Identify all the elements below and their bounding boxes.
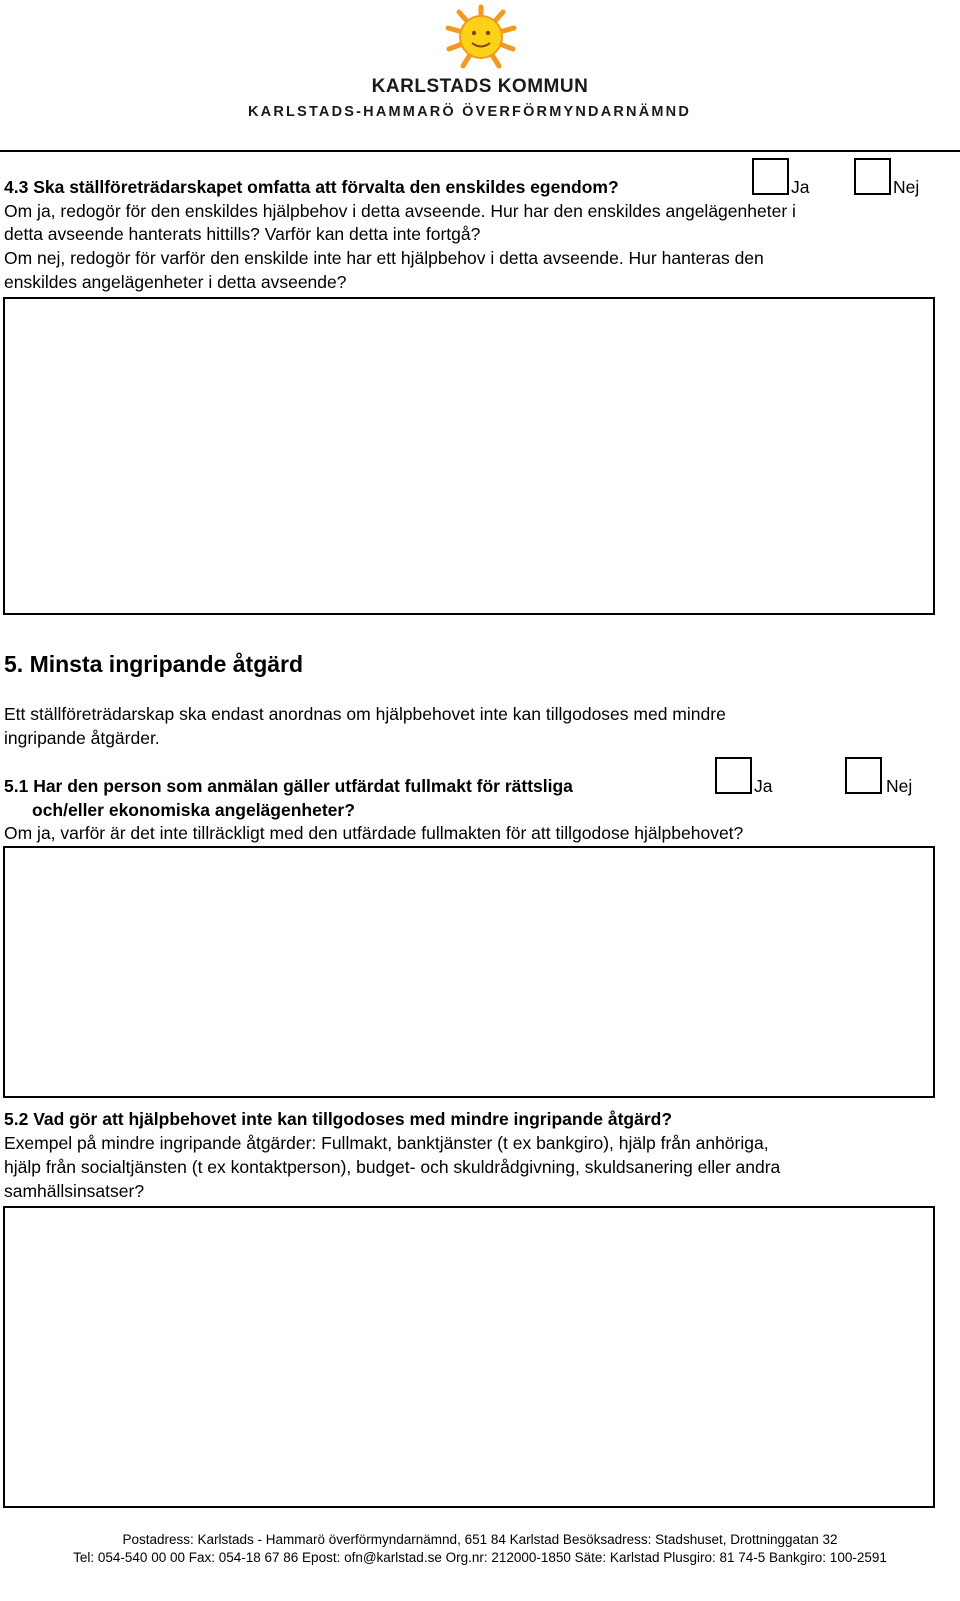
section5-heading: 5. Minsta ingripande åtgärd: [4, 651, 304, 677]
q43-nej-label: Nej: [893, 177, 920, 197]
q43-line4: enskildes angelägenheter i detta avseende?: [4, 272, 347, 292]
q52-answer-box[interactable]: [3, 1206, 935, 1508]
q52-line3: samhällsinsatser?: [4, 1181, 145, 1201]
q51-heading-line2: och/eller ekonomiska angelägenheter?: [32, 800, 355, 820]
section5-intro-line1: Ett ställföreträdarskap ska endast anordnas om hjälpbehovet inte kan tillgodoses med mindre: [4, 704, 726, 724]
footer-address: Postadress: Karlstads - Hammarö överförmyndarnämnd, 651 84 Karlstad Besöksadress: Stadshuset, Drottninggatan 32: [122, 1532, 838, 1547]
q43-ja-checkbox[interactable]: [752, 158, 789, 195]
q51-heading-line1: 5.1 Har den person som anmälan gäller utfärdat fullmakt för rättsliga: [4, 776, 573, 796]
q51-nej-label: Nej: [886, 776, 913, 796]
q51-answer-box[interactable]: [3, 846, 935, 1098]
org-subtitle: KARLSTADS-HAMMARÖ ÖVERFÖRMYNDARNÄMND: [248, 104, 692, 120]
q43-line3: Om nej, redogör för varför den enskilde inte har ett hjälpbehov i detta avseende. Hur hanteras den: [4, 248, 764, 268]
q43-ja-label: Ja: [791, 177, 810, 197]
org-name: KARLSTADS KOMMUN: [371, 76, 589, 97]
q43-nej-checkbox[interactable]: [854, 158, 891, 195]
sun-logo-icon: [441, 4, 521, 70]
q51-ja-checkbox[interactable]: [715, 757, 752, 794]
q51-line1: Om ja, varför är det inte tillräckligt med den utfärdade fullmakten för att tillgodose hjälpbehovet?: [4, 823, 744, 843]
q52-line2: hjälp från socialtjänsten (t ex kontaktperson), budget- och skuldrådgivning, skuldsanering eller andra: [4, 1157, 781, 1177]
q43-answer-box[interactable]: [3, 297, 935, 615]
q51-ja-label: Ja: [754, 776, 773, 796]
q51-nej-checkbox[interactable]: [845, 757, 882, 794]
q43-line1: Om ja, redogör för den enskildes hjälpbehov i detta avseende. Hur har den enskildes angelägenheter i: [4, 201, 796, 221]
q52-line1: Exempel på mindre ingripande åtgärder: Fullmakt, banktjänster (t ex bankgiro), hjälp från anhöriga,: [4, 1133, 769, 1153]
section5-intro-line2: ingripande åtgärder.: [4, 728, 160, 748]
q43-line2: detta avseende hanterats hittills? Varför kan detta inte fortgå?: [4, 224, 481, 244]
q43-heading: 4.3 Ska ställföreträdarskapet omfatta att förvalta den enskildes egendom?: [4, 177, 619, 197]
q52-heading: 5.2 Vad gör att hjälpbehovet inte kan tillgodoses med mindre ingripande åtgärd?: [4, 1109, 673, 1129]
footer-contact: Tel: 054-540 00 00 Fax: 054-18 67 86 Epost: ofn@karlstad.se Org.nr: 212000-1850 Säte: Karlstad Plusgiro: 81 74-5 Bankgiro: 100-2591: [73, 1550, 887, 1565]
header-divider: [0, 150, 960, 152]
